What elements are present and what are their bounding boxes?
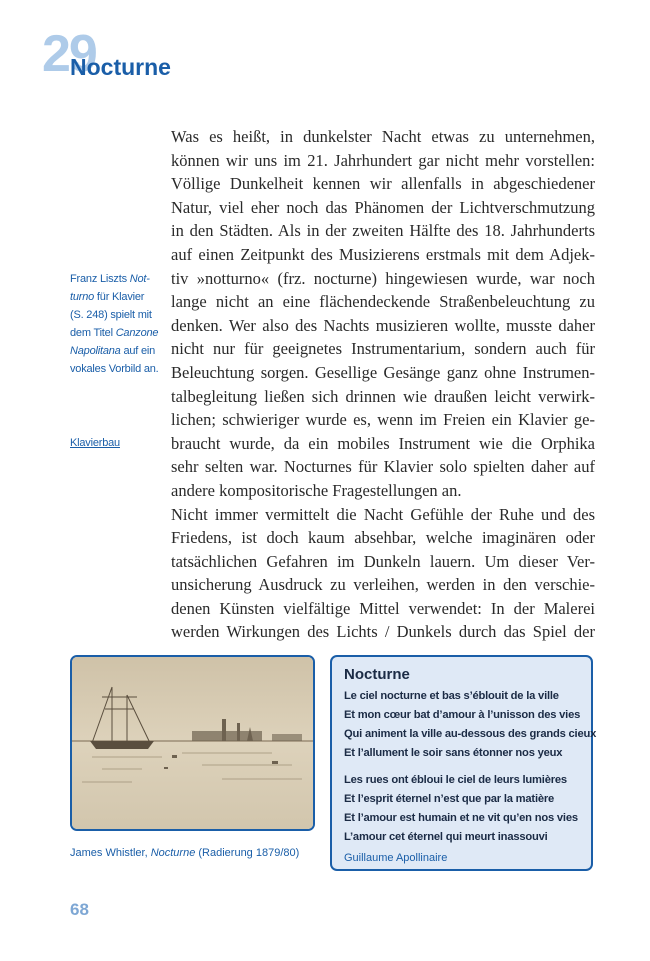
poem-stanza (344, 687, 597, 763)
body-line: braucht wurde, da ein mobiles Instrument wie die Orphika (171, 433, 595, 453)
body-line: Natur, viel eher noch das Phänomen der Lichtverschmutzung (171, 197, 595, 217)
body-line: werden Wirkungen des Lichts / Dunkels durch das Spiel der (171, 622, 595, 642)
poem-line: Et l’allument le soir sans étonner nos yeux (344, 747, 563, 759)
body-line: sehr selten war. Nocturnes für Klavier solo spielten daher auf (171, 457, 595, 477)
poem-author: Guillaume Apollinaire (344, 852, 448, 864)
poem-line: Le ciel nocturne et bas s’éblouit de la ville (344, 690, 559, 702)
body-line: talbegleitung ließen sich drinnen wie draußen leicht verwirk- (171, 386, 595, 406)
note-text: Franz Liszts (70, 273, 130, 285)
poem-line: Qui animent la ville au-dessous des grands cieux (344, 728, 597, 740)
body-line: auf einen Zeitpunkt des Musizierens erstmals mit dem Adjek- (171, 244, 595, 264)
poem-title: Nocturne (344, 666, 410, 683)
body-line: lichen; schwieriger wurde es, wenn im Freien ein Klavier ge- (171, 410, 595, 430)
note-text-italic: turno (70, 291, 95, 303)
body-line: denen Künsten vielfältige Mittel verwendet: In der Malerei (171, 598, 595, 618)
note-text-italic: Canzone (115, 327, 159, 339)
caption-text: (Radierung 1879/80) (195, 847, 300, 859)
poem-line: Et mon cœur bat d’amour à l’unisson des vies (344, 709, 581, 721)
body-line: lange nicht an eine flächendeckende Straßenbeleuchtung zu (171, 292, 595, 312)
note-text-italic: Not- (129, 273, 150, 285)
note-text: vokales Vorbild an. (70, 363, 159, 375)
figure-caption (70, 847, 299, 859)
note-text-italic: Napolitana (70, 345, 121, 357)
body-line: Völlige Dunkelheit kennen wir allenfalls in abgeschiedener (171, 174, 595, 194)
poem-box (330, 655, 597, 871)
poem-line: Et l’amour est humain et ne vit qu’en nos vies (344, 812, 578, 824)
caption-text: James Whistler, (70, 847, 151, 859)
body-line: Beleuchtung sorgen. Gesellige Gesänge ganz ohne Instrumen- (171, 362, 595, 382)
poem-stanza (344, 771, 581, 847)
note-text: dem Titel (70, 327, 116, 339)
body-line: unsicherung Ausdruck zu verleihen, werden in den verschie- (171, 575, 595, 595)
note-text: für Klavier (94, 291, 145, 303)
body-line: Nicht immer vermittelt die Nacht Gefühle der Ruhe und des (171, 504, 595, 524)
body-line: in den Städten. Als in der zweiten Hälfte des 18. Jahrhunderts (171, 221, 595, 241)
body-line: denken. Wer also des Nachts musizieren wollte, musste daher (171, 315, 595, 335)
body-line: Was es heißt, in dunkelster Nacht etwas zu unternehmen, (171, 127, 595, 146)
poem-line: Et l’esprit éternel n’est que par la matière (344, 793, 555, 805)
note-text: (S. 248) spielt mit (70, 309, 152, 321)
body-text (171, 125, 595, 644)
klavierbau-link[interactable]: Klavierbau (70, 437, 120, 449)
body-line: nicht nur für geeignetes Instrumentarium, sondern auch für (171, 339, 595, 359)
note-text: auf ein (120, 345, 156, 357)
poem-line: L’amour cet éternel qui meurt inassouvi (344, 831, 548, 843)
body-line: tatsächlichen Gefahren im Dunkeln lauern. Um dieser Ver- (171, 551, 595, 571)
body-line: Friedens, ist doch kaum absehbar, welche imaginären oder (171, 528, 595, 548)
margin-note-liszt (70, 270, 162, 378)
body-line: andere kompositorische Fragestellungen an. (171, 480, 462, 500)
caption-title: Nocturne (150, 847, 196, 859)
whistler-etching-image (70, 655, 315, 831)
body-line: können wir uns im 21. Jahrhundert gar nicht mehr vorstellen: (171, 150, 595, 170)
etching-illustration (72, 657, 313, 829)
poem-line: Les rues ont ébloui le ciel de leurs lumières (344, 774, 567, 786)
page-number: 68 (70, 900, 89, 919)
chapter-title: Nocturne (70, 54, 171, 80)
body-line: tiv »notturno« (frz. nocturne) hingewiesen wurde, war noch (171, 268, 595, 288)
chapter-number: 29 (42, 25, 96, 83)
